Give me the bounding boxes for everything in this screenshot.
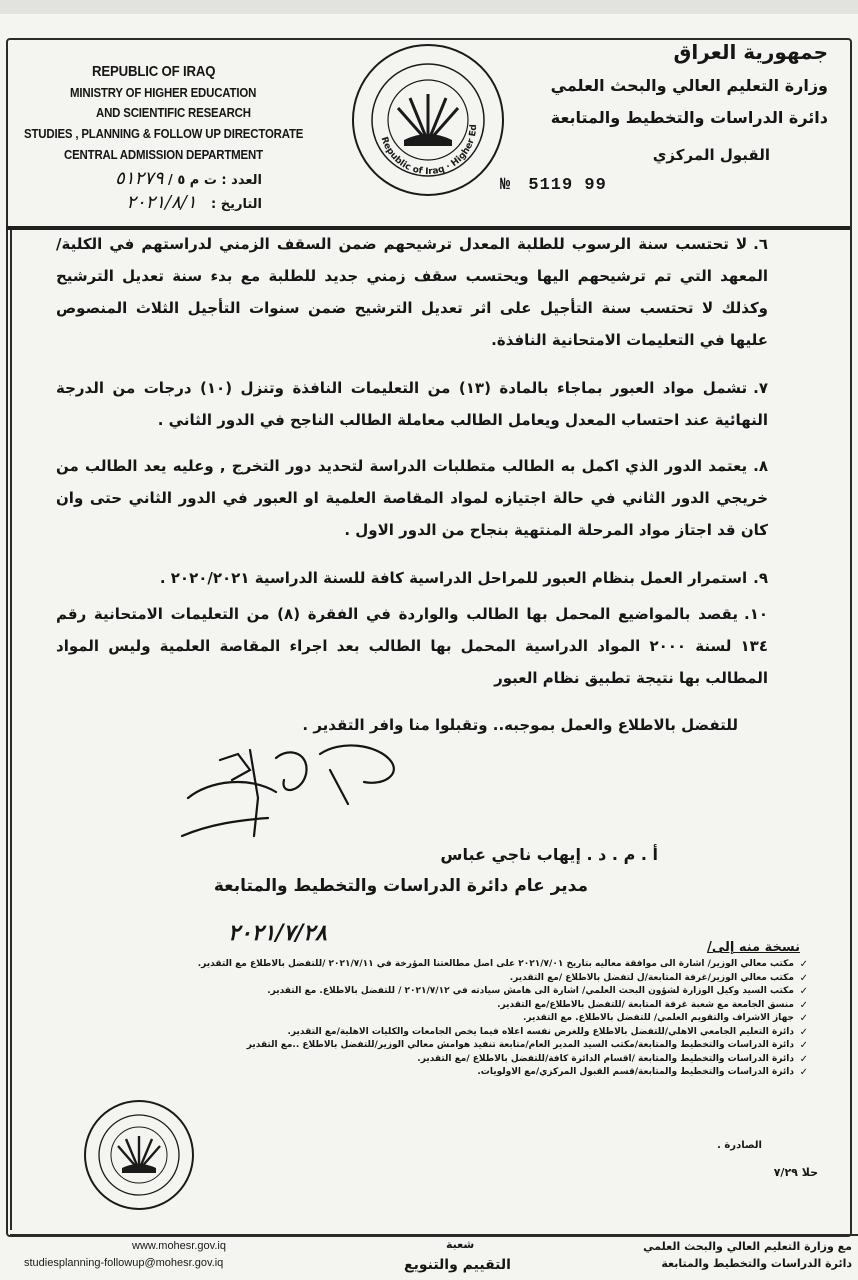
cc-item [128, 1012, 808, 1026]
cc-item [128, 985, 808, 999]
svg-text:Republic of Iraq · Higher Educ: Republic of Iraq · Higher Ed [378, 124, 480, 178]
cc-heading: نسخة منه إلى/ [707, 940, 800, 955]
seal-emblem-icon [86, 1102, 192, 1208]
footer-center-label: شعبة [446, 1238, 475, 1251]
cc-item-text: جهاز الاشراف والتقويم العلمي/ للتفضل بالاطلاع. مع التقدير. [522, 1013, 794, 1023]
typist-initials: حلا ٧/٢٩ [773, 1166, 818, 1179]
cc-item-text: دائرة الدراسات والتخطيط والمتابعة/مكتب السيد المدير العام/متابعة تنفيذ هوامش معالي الوزير/للتفضل بالاطلاع ..مع التقدير [246, 1040, 794, 1050]
reference-label: العدد : ت م ٥ / [168, 173, 262, 188]
ministry-seal-footer [84, 1100, 194, 1210]
checkmark-icon: ✓ [799, 1053, 808, 1065]
reference-value: ٥١٢٧٩ [115, 168, 164, 189]
paragraph-text: تشمل مواد العبور بماجاء بالمادة (١٣) من التعليمات النافذة وتنزل (١٠) درجات من الدرجة النهائية عند احتساب المعدل ويعامل الطالب معاملة الطالب الناجح في الدور الثاني . [56, 379, 768, 429]
cc-item-text: منسق الجامعة مع شعبة غرفة المتابعة /للتفضل بالاطلاع/مع التقدير. [497, 999, 794, 1010]
closing-line: للتفضل بالاطلاع والعمل بموجبه.. وتقبلوا منا وافر التقدير . [302, 716, 738, 734]
ministry-seal-header [352, 44, 504, 196]
seal-emblem-icon [354, 46, 502, 194]
signatory-title: مدير عام دائرة الدراسات والتخطيط والمتابعة [213, 876, 588, 896]
checkmark-icon: ✓ [799, 986, 808, 997]
header-ar-line-4: القبول المركزي [652, 146, 770, 164]
footer-website: www.mohesr.gov.iq [132, 1240, 226, 1252]
paragraph-number: ٧. [753, 379, 769, 397]
cc-item-text: مكتب معالي الوزير/غرفة المتابعة/ل لتفضل بالاطلاع /مع التقدير. [509, 972, 794, 983]
date-label: التاريخ : [211, 197, 262, 212]
paragraph-number: ٨. [753, 457, 768, 475]
paragraph-text: يقصد بالمواضيع المحمل بها الطالب والواردة في الفقرة (٨) من التعليمات الامتحانية رقم ١٣٤ لسنة ٢٠٠٠ المواد الدراسية المحمل بها الطالب بعد اجراء المقاصة العلمية وليس المواد المطالب بها نتيجة تطبيق نظام العبور [56, 605, 768, 687]
cc-item [128, 1053, 808, 1067]
checkmark-icon: ✓ [799, 1013, 808, 1024]
checkmark-icon: ✓ [799, 959, 808, 970]
cc-item-text: دائرة التعليم الجامعي الاهلي/للتفضل بالاطلاع وللغرض نفسه اعلاه فيما يخص الجامعات والكليات الاهلية/مع التقدير. [287, 1026, 794, 1037]
paragraph-8 [56, 450, 768, 546]
reference-number [115, 168, 262, 189]
cc-item [128, 999, 808, 1013]
cc-item [128, 1039, 808, 1053]
footer-ministry-line-2: دائرة الدراسات والتخطيط والمتابعة [661, 1257, 852, 1270]
serial-value: 5119 99 [528, 176, 607, 195]
paragraph-number: ١٠. [743, 605, 768, 623]
cc-item-text: مكتب معالي الوزير/ اشارة الى موافقة معاليه بتاريخ ٢٠٢١/٧/٠١ على اصل مطالعتنا المؤرخة في ٢٠٢١/٧/١١ /للتفضل بالاطلاع مع التقدير. [197, 959, 794, 969]
paragraph-text: يعتمد الدور الذي اكمل به الطالب متطلبات الدراسة لتحديد دور التخرج , وعليه يعد الطالب من خريجي الدور الثاني في حالة اجتيازه لمواد المقاصة العلمية او العبور في الدور الثاني حتى وان كان قد اجتاز مواد المرحلة المنتهية بنجاح من الدور الاول . [56, 457, 768, 539]
cc-sadira: الصادرة . [717, 1140, 762, 1151]
cc-item [128, 1026, 808, 1040]
signatory-name: أ . م . د . إيهاب ناجي عباس [440, 845, 658, 864]
cc-item-text: دائرة الدراسات والتخطيط والمتابعة/قسم القبول المركزي/مع الاولويات. [477, 1067, 794, 1077]
cc-list [128, 958, 808, 1080]
cc-item-text: دائرة الدراسات والتخطيط والمتابعة /اقسام الدائرة كافة/للتفضل بالاطلاع /مع التقدير. [417, 1053, 794, 1064]
header-en-line-3: AND SCIENTIFIC RESEARCH [96, 105, 251, 120]
left-margin-rule [10, 230, 12, 1230]
serial-prefix: № [500, 176, 512, 195]
paragraph-text: استمرار العمل بنظام العبور للمراحل الدراسية كافة للسنة الدراسية ٢٠٢٠/٢٠٢١ . [159, 569, 748, 587]
cc-item [128, 1066, 808, 1080]
handwritten-signature [180, 740, 440, 850]
header-en-line-1: REPUBLIC OF IRAQ [92, 63, 216, 80]
checkmark-icon: ✓ [799, 1026, 808, 1038]
footer-center-label-2: التقييم والتنويع [404, 1257, 511, 1273]
checkmark-icon: ✓ [799, 999, 808, 1011]
paragraph-7 [56, 372, 768, 436]
footer-email: studiesplanning-followup@mohesr.gov.iq [24, 1257, 224, 1269]
footer-ministry-line-1: مع وزارة التعليم العالي والبحث العلمي [643, 1240, 852, 1253]
cc-item-text: مكتب السيد وكيل الوزارة لشؤون البحث العلمي/ اشارة الى هامش سيادته في ٢٠٢١/٧/١٢ / للتفضل بالاطلاع. مع التقدير. [267, 986, 794, 996]
paragraph-10 [56, 598, 768, 694]
date-value: ٢٠٢١/٨/١ [126, 192, 197, 213]
header-ar-line-3: دائرة الدراسات والتخطيط والمتابعة [550, 108, 828, 127]
footer-divider [10, 1234, 858, 1236]
scan-top-edge [0, 0, 858, 14]
checkmark-icon: ✓ [799, 1067, 808, 1078]
header-ar-line-1: جمهورية العراق [673, 40, 828, 64]
paragraph-number: ٩. [753, 569, 768, 587]
cc-item [128, 972, 808, 986]
serial-number [500, 176, 607, 195]
header-en-line-5: CENTRAL ADMISSION DEPARTMENT [64, 147, 263, 162]
header-en-line-4: STUDIES , PLANNING & FOLLOW UP DIRECTORATE [24, 126, 304, 141]
paragraph-number: ٦. [753, 235, 768, 253]
letter-date [126, 192, 262, 213]
signature-date: ٢٠٢١/٧/٢٨ [228, 920, 327, 946]
header-ar-line-2: وزارة التعليم العالي والبحث العلمي [550, 76, 828, 95]
paragraph-9 [56, 562, 768, 594]
checkmark-icon: ✓ [799, 972, 808, 984]
paragraph-6 [56, 228, 768, 356]
cc-item [128, 958, 808, 972]
paragraph-text: لا تحتسب سنة الرسوب للطلبة المعدل ترشيحهم ضمن السقف الزمني لدراستهم في الكلية/المعهد التي تم ترشيحهم اليها ويحتسب سقف زمني جديد للطلبة مع بدء سنة تعديل الترشيح وكذلك لا تحتسب سنة التأجيل على اثر تعديل الترشيح ضمن سنوات التأجيل الثلاث المنصوص عليها في التعليمات الامتحانية النافذة. [56, 235, 768, 349]
header-en-line-2: MINISTRY OF HIGHER EDUCATION [70, 85, 257, 100]
checkmark-icon: ✓ [799, 1040, 808, 1051]
